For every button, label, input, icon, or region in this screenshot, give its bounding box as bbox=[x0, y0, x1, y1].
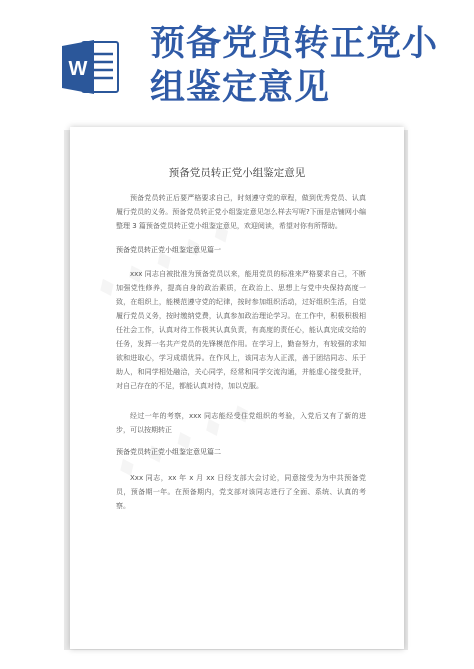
paragraph-1: xxx 同志自被批准为预备党员以来，能用党员的标准来严格要求自己，不断加强党性修养，提高自身的政治素质，在政治上、思想上与党中央保持高度一致，在组织上，能模范遵守党的纪律，按时参加组织活动，过好组织生活，自觉履行党员义务，按时缴纳党费，认真参加政治理论学习。在工作中，积极积极相任社会工作，认真对待工作极其认真负责，有高度的责任心，能认真完成交给的任务，发挥一名共产党员的先锋模范作用。在学习上，勤奋努力，有较强的求知欲和进取心，学习成绩优异。在作风上，该同志为人正派，善于团结同志、乐于助人，和同学相处融洽，关心同学，经常和同学交流沟通，并能虚心接受批评，对自己存在的不足，都能认真对待，加以克服。 bbox=[116, 270, 366, 390]
section-heading-2: 预备党员转正党小组鉴定意见篇二 bbox=[116, 448, 221, 456]
word-logo-letter: W bbox=[68, 58, 88, 80]
intro-paragraph: 预备党员转正后要严格要求自己，时刻遵守党的章程，做到优秀党员、认真履行党员的义务。预备党员转正党小组鉴定意见怎么样去写呢?下面是店铺网小编整理 3 篇预备党员转正党小组鉴定意见，欢迎阅读，希望对你有所帮助。 bbox=[116, 194, 366, 230]
document-page bbox=[70, 127, 404, 649]
document-title: 预备党员转正党小组鉴定意见 bbox=[168, 167, 306, 179]
section-heading-1: 预备党员转正党小组鉴定意见篇一 bbox=[116, 246, 221, 254]
banner bbox=[0, 0, 474, 125]
paragraph-3: Xxx 同志，xx 年 x 月 xx 日经支部大会讨论，同意接受为为中共预备党员，预备期一年。在预备期内，党支部对该同志进行了全面、系统、认真的考察。 bbox=[116, 474, 366, 510]
banner-title: 预备党员转正党小组鉴定意见 bbox=[150, 23, 439, 108]
word-document-icon bbox=[60, 38, 120, 96]
paragraph-2: 经过一年的考察，xxx 同志能经受住党组织的考验，入党后又有了新的进步，可以按期转正 bbox=[116, 412, 366, 434]
